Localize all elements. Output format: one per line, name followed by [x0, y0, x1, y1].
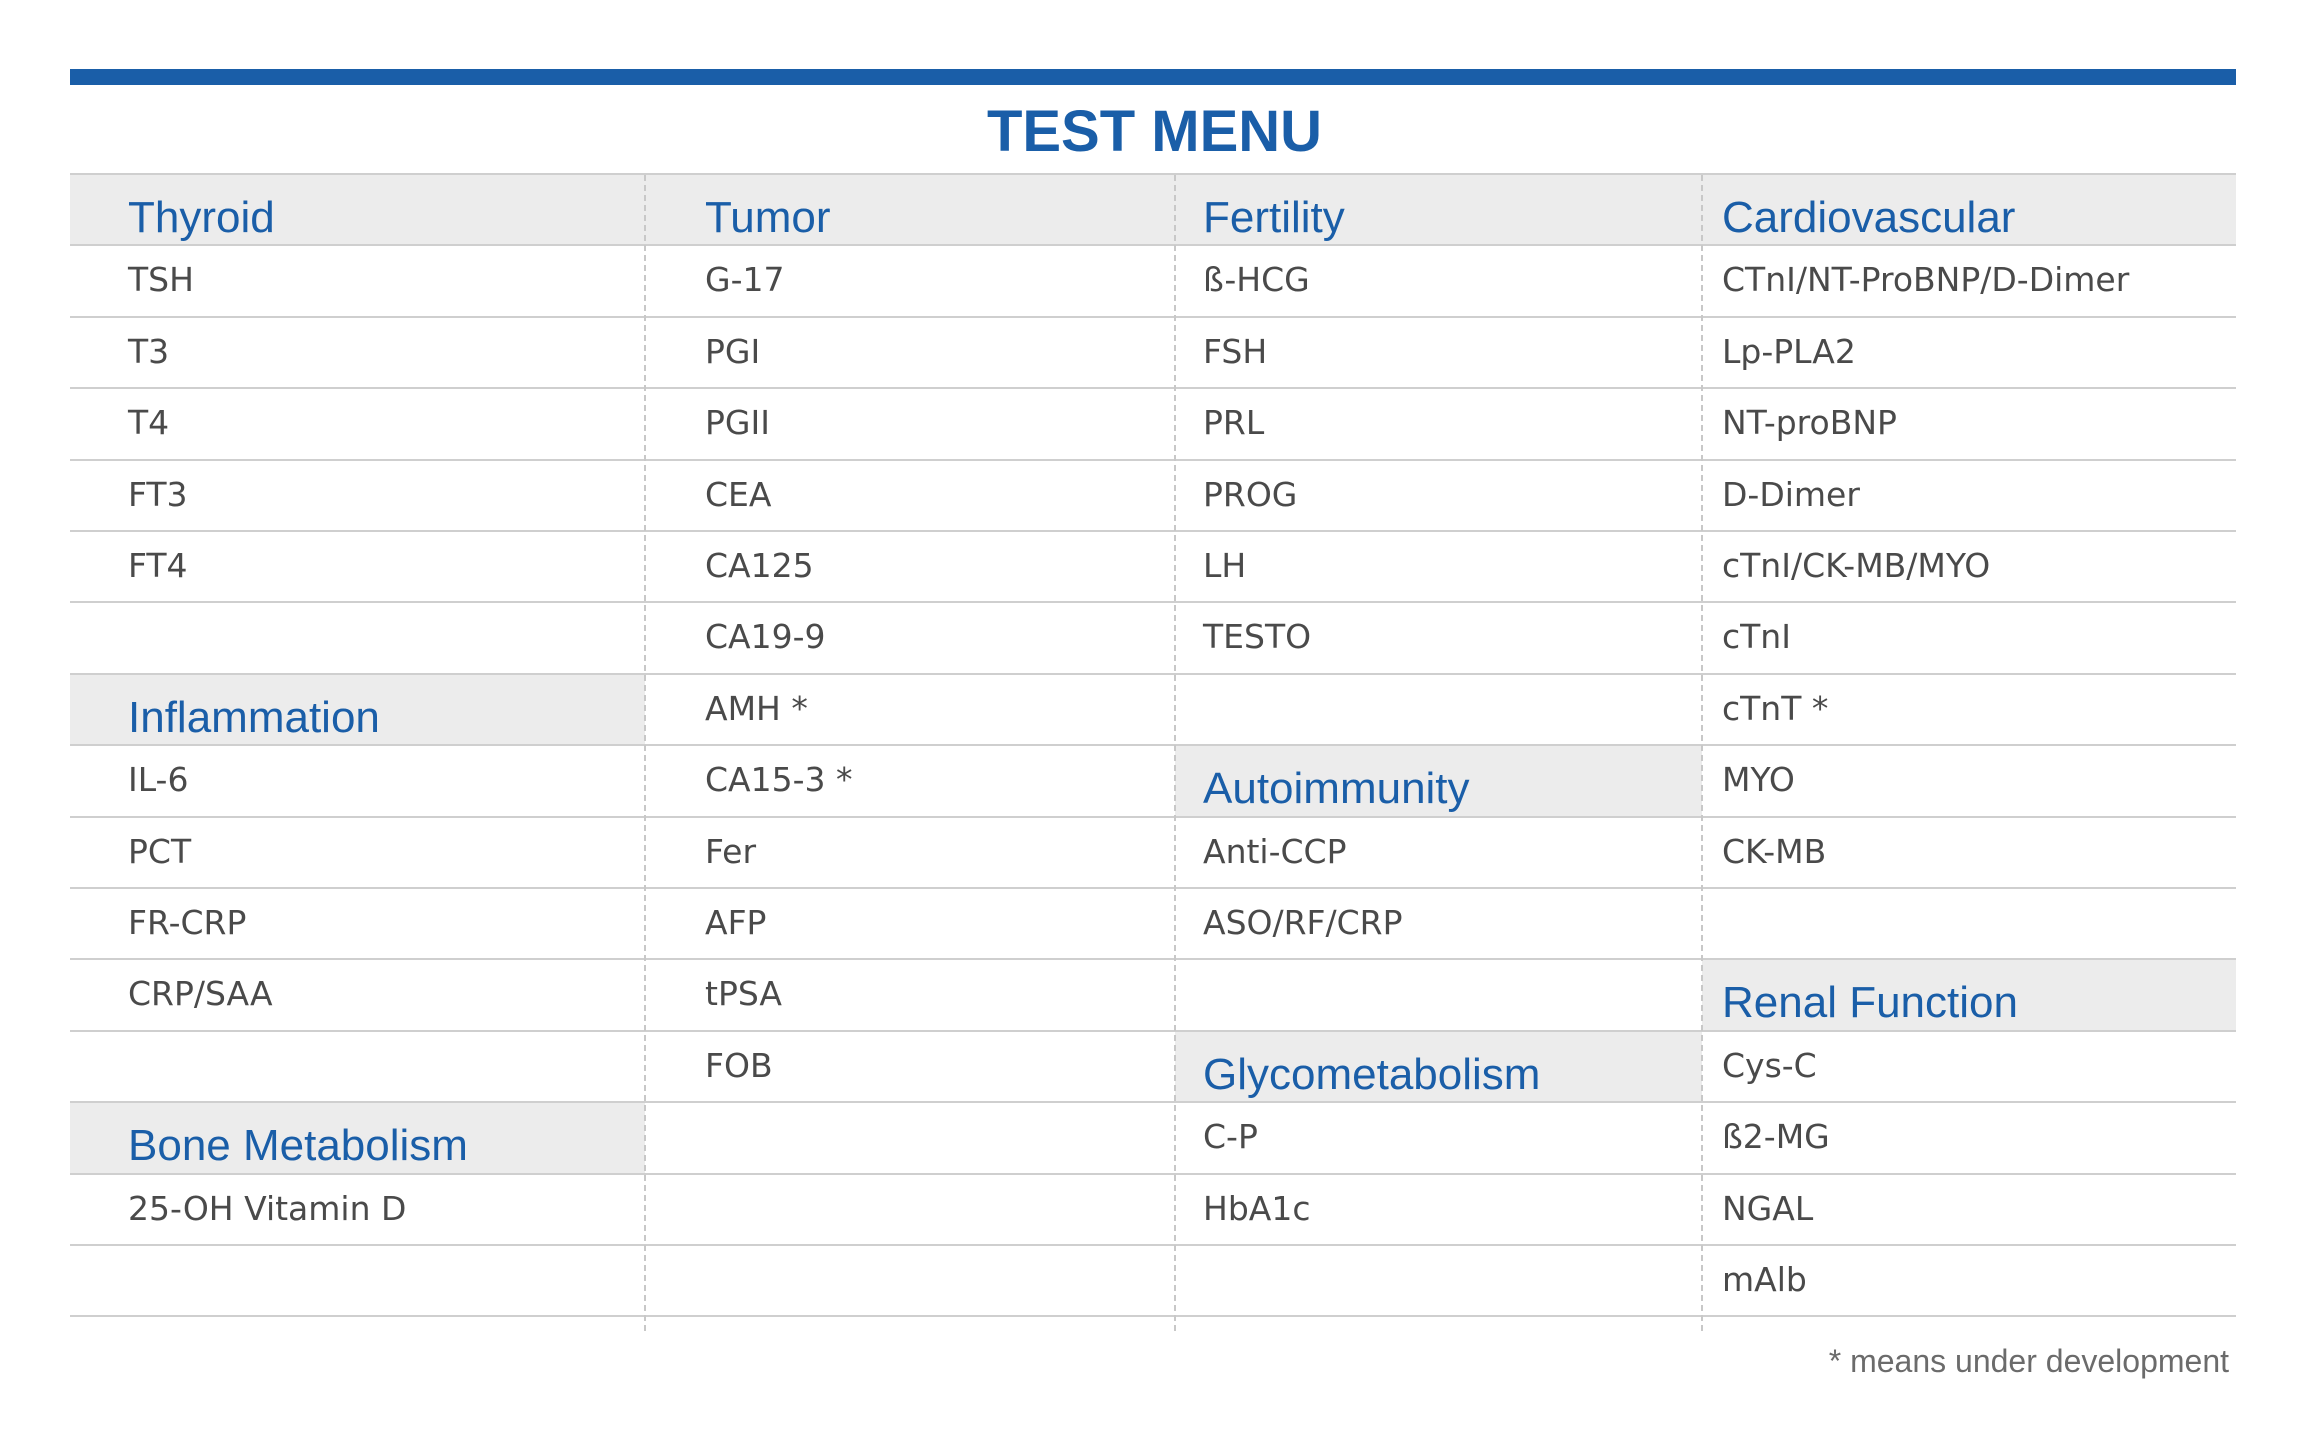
test-label: CK-MB — [1722, 832, 1827, 871]
test-label: 25-OH Vitamin D — [128, 1189, 407, 1228]
table-cell — [1702, 389, 2236, 461]
test-label: ß-HCG — [1203, 260, 1310, 299]
column-divider — [644, 175, 646, 1331]
test-label: Lp-PLA2 — [1722, 332, 1856, 371]
test-label: CEA — [705, 475, 772, 514]
table-cell — [1175, 960, 1702, 1032]
category-header — [70, 175, 645, 246]
table-cell — [1702, 1175, 2236, 1246]
table-cell — [1175, 818, 1702, 889]
test-label: NGAL — [1722, 1189, 1814, 1228]
test-label: Cys-C — [1722, 1046, 1817, 1085]
test-label: TSH — [128, 260, 194, 299]
test-label: CTnI/NT-ProBNP/D-Dimer — [1722, 260, 2130, 299]
table-cell — [1702, 461, 2236, 532]
test-label: LH — [1203, 546, 1247, 585]
table-cell — [1702, 1246, 2236, 1317]
test-label: cTnI — [1722, 617, 1791, 656]
table-cell — [645, 746, 1175, 818]
test-label: NT-proBNP — [1722, 403, 1897, 442]
test-label: tPSA — [705, 974, 782, 1013]
table-cell — [645, 1175, 1175, 1246]
table-cell — [1702, 675, 2236, 746]
category-label: Tumor — [705, 193, 831, 242]
test-label: ASO/RF/CRP — [1203, 903, 1403, 942]
test-label: AMH * — [705, 689, 808, 728]
table-cell — [70, 889, 645, 960]
table-cell — [70, 532, 645, 603]
test-label: CA125 — [705, 546, 814, 585]
test-label: MYO — [1722, 760, 1795, 799]
table-cell — [1175, 461, 1702, 532]
table-cell — [1175, 603, 1702, 675]
table-cell — [70, 1246, 645, 1317]
table-cell — [645, 603, 1175, 675]
table-cell — [1702, 532, 2236, 603]
category-label: Autoimmunity — [1203, 764, 1470, 813]
test-label: PGI — [705, 332, 761, 371]
test-label: FOB — [705, 1046, 773, 1085]
category-label: Thyroid — [128, 193, 275, 242]
table-cell — [645, 960, 1175, 1032]
category-label: Glycometabolism — [1203, 1050, 1541, 1099]
table-cell — [645, 675, 1175, 746]
test-label: G-17 — [705, 260, 785, 299]
table-cell — [70, 818, 645, 889]
footnote: * means under development — [1828, 1343, 2229, 1379]
test-label: PRL — [1203, 403, 1265, 442]
table-cell — [1175, 318, 1702, 389]
test-menu-table — [70, 175, 2236, 1331]
table-cell — [1702, 818, 2236, 889]
table-cell — [645, 246, 1175, 318]
table-cell — [70, 461, 645, 532]
table-cell — [1175, 1103, 1702, 1175]
category-header — [1175, 175, 1702, 246]
table-cell — [70, 1175, 645, 1246]
category-header — [70, 675, 645, 746]
table-cell — [645, 532, 1175, 603]
page-title: TEST MENU — [986, 99, 1323, 164]
table-cell — [1702, 1103, 2236, 1175]
test-label: CA15-3 * — [705, 760, 853, 799]
test-label: AFP — [705, 903, 767, 942]
column-divider — [1174, 175, 1176, 1331]
table-cell — [1702, 889, 2236, 960]
table-cell — [645, 818, 1175, 889]
table-cell — [645, 318, 1175, 389]
category-header — [1175, 746, 1702, 818]
top-accent-bar — [70, 69, 2236, 85]
test-label: TESTO — [1203, 617, 1312, 656]
column-divider — [1701, 175, 1703, 1331]
table-cell — [645, 1246, 1175, 1317]
test-label: PCT — [128, 832, 192, 871]
category-header — [70, 1103, 645, 1175]
category-header — [1175, 1032, 1702, 1103]
table-cell — [1175, 1175, 1702, 1246]
category-header — [645, 175, 1175, 246]
table-cell — [70, 746, 645, 818]
category-header — [1702, 175, 2236, 246]
category-label: Inflammation — [128, 693, 380, 742]
table-cell — [70, 603, 645, 675]
test-label: D-Dimer — [1722, 475, 1860, 514]
table-cell — [1175, 675, 1702, 746]
test-label: mAlb — [1722, 1260, 1807, 1299]
table-cell — [1702, 246, 2236, 318]
test-label: IL-6 — [128, 760, 189, 799]
table-cell — [70, 389, 645, 461]
test-label: FT3 — [128, 475, 188, 514]
test-label: HbA1c — [1203, 1189, 1311, 1228]
table-cell — [70, 318, 645, 389]
test-label: PGII — [705, 403, 770, 442]
category-label: Cardiovascular — [1722, 193, 2016, 242]
test-label: Anti-CCP — [1203, 832, 1347, 871]
test-label: Fer — [705, 832, 757, 871]
test-label: FT4 — [128, 546, 188, 585]
table-cell — [645, 889, 1175, 960]
test-label: CA19-9 — [705, 617, 826, 656]
table-cell — [645, 1032, 1175, 1103]
test-label: T3 — [128, 332, 170, 371]
category-label: Fertility — [1203, 193, 1345, 242]
table-cell — [1702, 603, 2236, 675]
table-cell — [70, 1032, 645, 1103]
category-header — [1702, 960, 2236, 1032]
category-label: Renal Function — [1722, 978, 2018, 1027]
table-cell — [70, 960, 645, 1032]
table-cell — [1702, 318, 2236, 389]
test-label: FR-CRP — [128, 903, 247, 942]
table-cell — [1175, 1246, 1702, 1317]
test-label: T4 — [128, 403, 170, 442]
table-cell — [645, 461, 1175, 532]
table-cell — [70, 246, 645, 318]
table-cell — [1702, 746, 2236, 818]
table-cell — [1175, 889, 1702, 960]
table-cell — [1175, 389, 1702, 461]
table-cell — [1702, 1032, 2236, 1103]
test-label: FSH — [1203, 332, 1268, 371]
table-cell — [645, 389, 1175, 461]
test-label: cTnT * — [1722, 689, 1829, 728]
category-label: Bone Metabolism — [128, 1121, 468, 1170]
test-label: CRP/SAA — [128, 974, 273, 1013]
table-cell — [1175, 532, 1702, 603]
test-label: cTnI/CK-MB/MYO — [1722, 546, 1991, 585]
test-label: ß2-MG — [1722, 1117, 1830, 1156]
table-cell — [1175, 246, 1702, 318]
test-label: PROG — [1203, 475, 1298, 514]
test-label: C-P — [1203, 1117, 1258, 1156]
table-cell — [645, 1103, 1175, 1175]
